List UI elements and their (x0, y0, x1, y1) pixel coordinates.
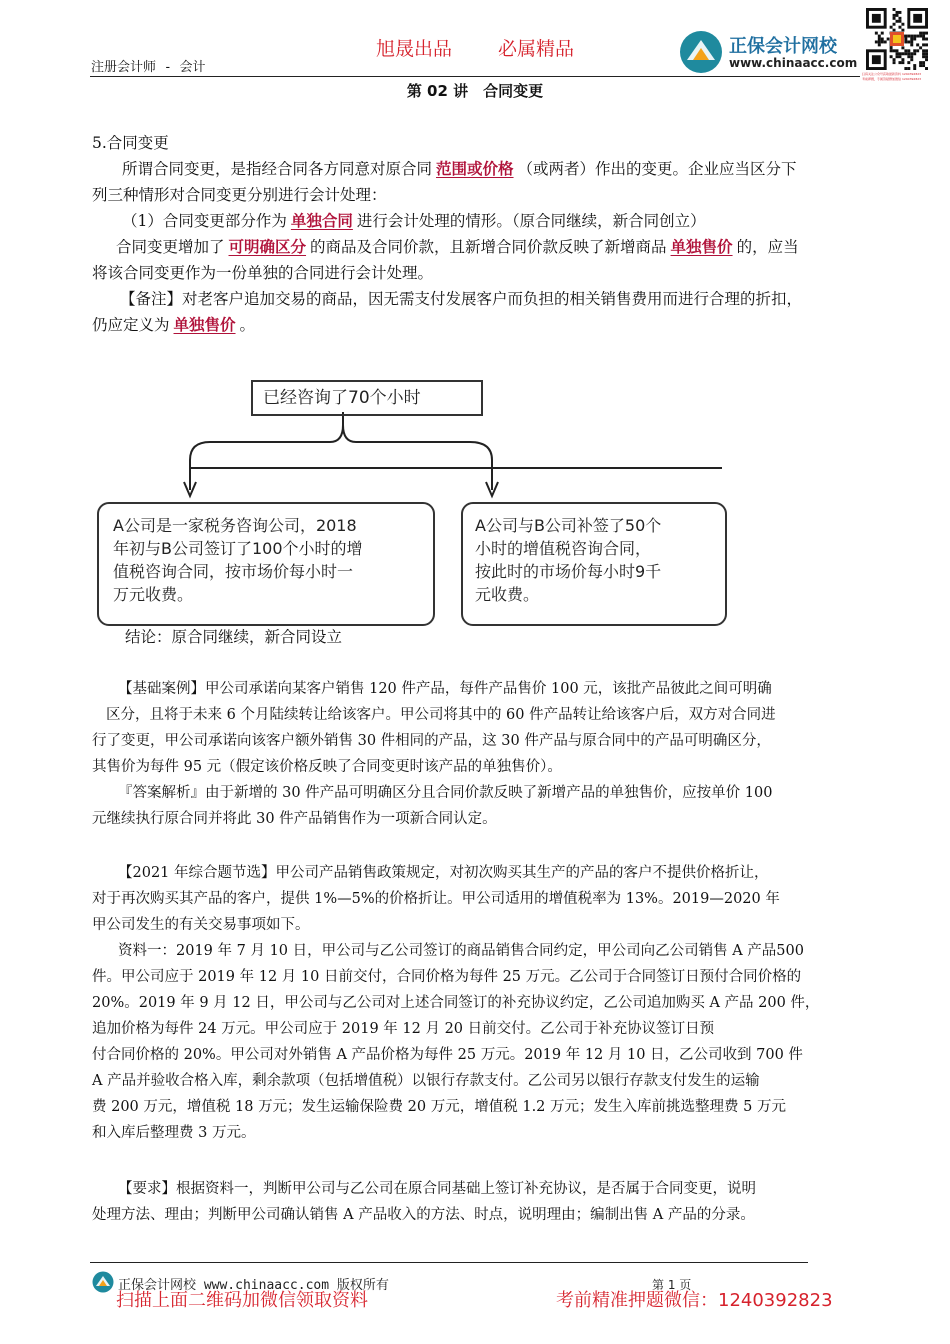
highlight-term: 范围或价格 (436, 159, 514, 178)
text-run: 的商品及合同价款，且新增合同价款反映了新增商品 (310, 238, 667, 256)
text-line: 区分，且将于未来 6 个月陆续转让给该客户。甲公司将其中的 60 件产品转让给该客户后，双方对合同进 (106, 707, 776, 723)
box-line: 元收费。 (475, 585, 540, 604)
qr-caption-2: 考前押题，专属答疑群加微信 1240392823 (862, 77, 922, 81)
text-run: 。 (239, 316, 256, 334)
header-slogan-right: 必属精品 (498, 38, 575, 60)
answer-line: 元继续执行原合同并将此 30 件产品销售作为一项新合同认定。 (92, 811, 497, 827)
footer-promo-left: 扫描上面二维码加微信领取资料 (116, 1290, 368, 1311)
footer-page-number: 第 1 页 (652, 1278, 692, 1292)
box-line: 万元收费。 (113, 585, 194, 604)
requirement-block (92, 1176, 882, 1228)
text-line: 费 200 万元，增值税 18 万元；发生运输保险费 20 万元，增值税 1.2 万元；发生入库前挑选整理费 5 万元 (92, 1099, 786, 1115)
paragraph-note (92, 286, 872, 338)
header-rule (90, 76, 860, 77)
diagram-top-box: 已经咨询了70个小时 (251, 380, 483, 416)
diagram-left-box (97, 502, 435, 626)
answer-line: 『答案解析』由于新增的 30 件产品可明确区分且合同价款反映了新增产品的单独售价，应按单价 100 (118, 785, 773, 801)
qr-code-icon (866, 8, 928, 70)
text-line: 资料一：2019 年 7 月 10 日，甲公司与乙公司签订的商品销售合同约定，甲公司向乙公司销售 A 产品500 (118, 943, 804, 959)
case-2021-exam (92, 860, 882, 1146)
text-line: 【要求】根据资料一，判断甲公司与乙公司在原合同基础上签订补充协议，是否属于合同变更，说明 (118, 1181, 756, 1197)
text-line: 处理方法、理由；判断甲公司确认销售 A 产品收入的方法、时点，说明理由；编制出售 A 产品的分录。 (92, 1207, 755, 1223)
box-line: 按此时的市场价每小时9千 (475, 562, 662, 581)
text-line: 件。甲公司应于 2019 年 12 月 10 日前交付，合同价格为每件 25 万元。乙公司于合同签订日预付合同价格的 (92, 969, 802, 985)
highlight-term: 单独售价 (670, 237, 733, 256)
brand-url: www.chinaacc.com (729, 56, 858, 70)
box-line: 值税咨询合同，按市场价每小时一 (113, 562, 354, 581)
text-line: 和入库后整理费 3 万元。 (92, 1125, 256, 1141)
box-line: 小时的增值税咨询合同， (475, 539, 652, 558)
text-run: 仍应定义为 (92, 316, 170, 334)
box-line: A公司与B公司补签了50个 (475, 516, 662, 535)
footer-logo-icon (92, 1271, 114, 1293)
text-line: 甲公司发生的有关交易事项如下。 (92, 917, 310, 933)
text-run: 的，应当 (736, 238, 799, 256)
highlight-term: 单独合同 (290, 211, 353, 230)
brand-name: 正保会计网校 (729, 36, 837, 57)
footer-promo-right: 考前精准押题微信：1240392823 (556, 1290, 833, 1311)
paragraph-definition (92, 156, 862, 208)
diagram-conclusion: 结论：原合同继续，新合同设立 (125, 628, 343, 646)
box-line: A公司是一家税务咨询公司，2018 (113, 516, 357, 535)
paragraph-condition (92, 234, 862, 286)
highlight-term: 单独售价 (173, 315, 236, 334)
text-line: 【基础案例】甲公司承诺向某客户销售 120 件产品，每件产品售价 100 元，该批产品彼此之间可明确 (118, 681, 772, 697)
text-run: （或两者）作出的变更。企业应当区分下 (517, 160, 797, 178)
text-line: 其售价为每件 95 元（假定该价格反映了合同变更时该产品的单独售价）。 (92, 759, 562, 775)
list-item-1 (122, 208, 706, 234)
diagram-right-box (461, 502, 727, 626)
text-line: 付合同价格的 20%。甲公司对外销售 A 产品价格为每件 25 万元。2019 年 12 月 10 日，乙公司收到 700 件 (92, 1047, 803, 1063)
text-run: 所谓合同变更，是指经合同各方同意对原合同 (122, 160, 433, 178)
text-run: （1）合同变更部分作为 (122, 212, 287, 230)
text-line: 列三种情形对合同变更分别进行会计处理： (92, 186, 387, 204)
brand-logo-icon (679, 30, 723, 74)
text-line: 对于再次购买其产品的客户，提供 1%—5%的价格折让。甲公司适用的增值税率为 13%。2019—2020 年 (92, 891, 780, 907)
brand-logo (679, 30, 859, 74)
text-line: 将该合同变更作为一份单独的合同进行会计处理。 (92, 264, 434, 282)
qr-caption-1: 扫码关注公众号获取最新资料 1240392823 (862, 72, 922, 76)
box-line: 年初与B公司签订了100个小时的增 (113, 539, 363, 558)
qr-code (862, 6, 932, 86)
text-line: 追加价格为每件 24 万元。甲公司应于 2019 年 12 月 20 日前交付。乙公司于补充协议签订日预 (92, 1021, 715, 1037)
text-line: A 产品并验收合格入库，剩余款项（包括增值税）以银行存款支付。乙公司另以银行存款支付发生的运输 (92, 1073, 760, 1089)
text-line: 【备注】对老客户追加交易的商品，因无需支付发展客户而负担的相关销售费用而进行合理的折扣， (120, 290, 803, 308)
highlight-term: 可明确区分 (228, 237, 307, 256)
subject-label: 注册会计师 - 会计 (91, 60, 206, 75)
text-line: 行了变更，甲公司承诺向该客户额外销售 30 件相同的产品，这 30 件产品与原合同中的产品可明确区分， (92, 733, 771, 749)
text-run: 合同变更增加了 (116, 238, 225, 256)
header-slogan-left: 旭晟出品 (376, 38, 453, 60)
section-heading: 5.合同变更 (92, 134, 169, 152)
footer-rule (90, 1262, 808, 1263)
text-run: 进行会计处理的情形。（原合同继续，新合同创立） (356, 212, 706, 230)
lecture-title: 第 02 讲 合同变更 (406, 82, 544, 100)
text-line: 【2021 年综合题节选】甲公司产品销售政策规定，对初次购买其生产的产品的客户不提供价格折让， (118, 865, 769, 881)
footer-copyright: 正保会计网校 www.chinaacc.com 版权所有 (118, 1278, 389, 1293)
text-line: 20%。2019 年 9 月 12 日，甲公司与乙公司对上述合同签订的补充协议约定，乙公司追加购买 A 产品 200 件， (92, 995, 820, 1011)
case-basic-example (92, 676, 882, 832)
